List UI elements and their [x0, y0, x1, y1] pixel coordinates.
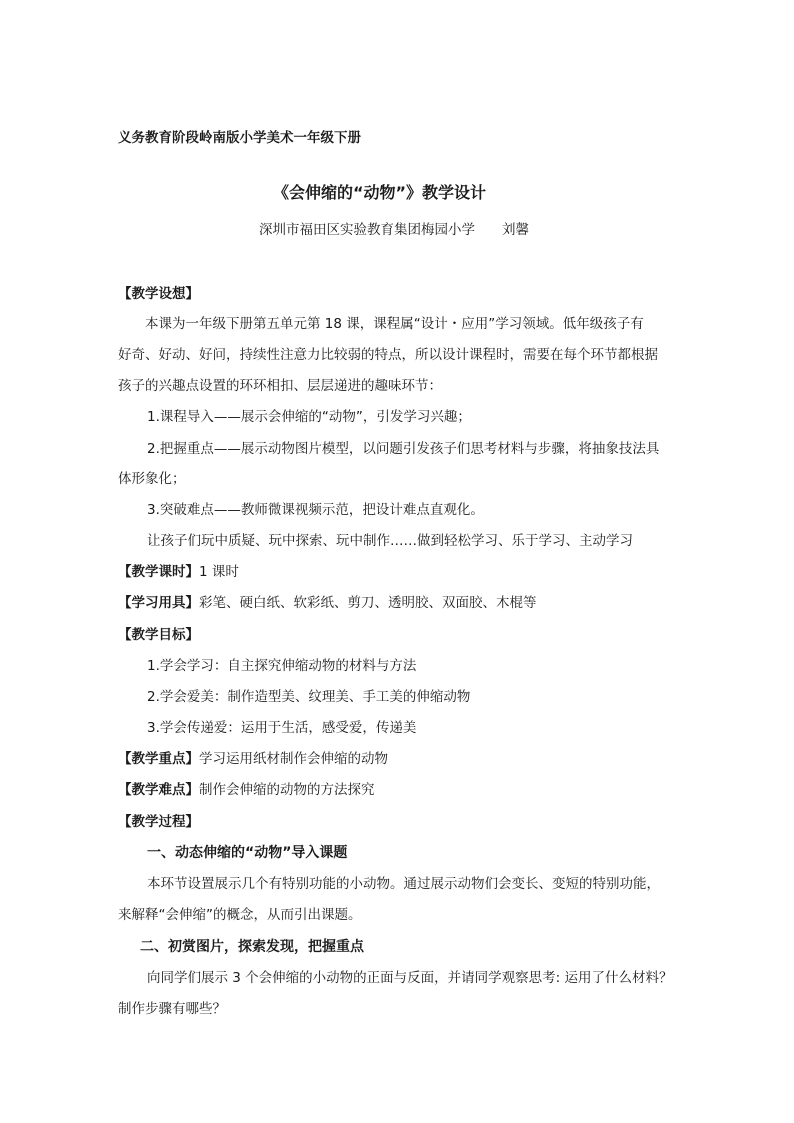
design-paragraph-line: 孩子的兴趣点设置的环环相扣、层层递进的趣味环节：	[118, 378, 442, 394]
difficulty-heading: 【教学难点】	[118, 782, 199, 798]
author-line: 深圳市福田区实验教育集团梅园小学 刘馨	[259, 222, 529, 238]
document-title: 《会伸缩的“动物”》教学设计	[273, 183, 487, 202]
hours-row	[118, 562, 239, 582]
process-section-1-text: 来解释“会伸缩”的概念，从而引出课题。	[118, 907, 362, 923]
design-item-1: 1.课程导入——展示会伸缩的“动物”，引发学习兴趣；	[147, 409, 471, 425]
goal-item: 3.学会传递爱：运用于生活，感受爱，传递美	[147, 720, 417, 736]
process-section-2-text: 制作步骤有哪些？	[118, 1001, 226, 1017]
goals-heading: 【教学目标】	[118, 627, 199, 643]
process-heading: 【教学过程】	[118, 814, 199, 830]
hours-text: 1 课时	[199, 564, 239, 580]
tools-heading: 【学习用具】	[118, 595, 199, 611]
tools-text: 彩笔、硬白纸、软彩纸、剪刀、透明胶、双面胶、木棍等	[199, 595, 537, 611]
design-item-2-cont: 体形象化；	[118, 471, 186, 487]
process-section-2-title: 二、初赏图片，探索发现，把握重点	[140, 939, 364, 955]
design-summary: 让孩子们玩中质疑、玩中探索、玩中制作……做到轻松学习、乐于学习、主动学习	[147, 533, 633, 549]
difficulty-text: 制作会伸缩的动物的方法探究	[199, 782, 375, 798]
tools-row	[118, 593, 537, 613]
document-header: 义务教育阶段岭南版小学美术一年级下册	[118, 130, 361, 146]
process-section-2-text: 向同学们展示 3 个会伸缩的小动物的正面与反面，并请同学观察思考: 运用了什么材料？	[147, 970, 673, 986]
design-item-3: 3.突破难点——教师微课视频示范，把设计难点直观化。	[147, 502, 484, 518]
design-paragraph-line: 本课为一年级下册第五单元第 18 课，课程属“设计・应用”学习领域。低年级孩子有	[145, 316, 644, 332]
key-point-text: 学习运用纸材制作会伸缩的动物	[199, 751, 388, 767]
design-item-2: 2.把握重点——展示动物图片模型，以问题引发孩子们思考材料与步骤，将抽象技法具	[147, 441, 660, 457]
goal-item: 2.学会爱美：制作造型美、纹理美、手工美的伸缩动物	[147, 689, 471, 705]
design-heading: 【教学设想】	[118, 286, 199, 302]
process-section-1-text: 本环节设置展示几个有特别功能的小动物。通过展示动物们会变长、变短的特别功能，	[147, 876, 660, 892]
process-section-1-title: 一、动态伸缩的“动物”导入课题	[147, 845, 348, 861]
key-point-heading: 【教学重点】	[118, 751, 199, 767]
goal-item: 1.学会学习：自主探究伸缩动物的材料与方法	[147, 658, 417, 674]
design-paragraph-line: 好奇、好动、好问，持续性注意力比较弱的特点，所以设计课程时，需要在每个环节都根据	[118, 347, 658, 363]
key-point-row	[118, 749, 388, 769]
difficulty-row	[118, 780, 375, 800]
hours-heading: 【教学课时】	[118, 564, 199, 580]
